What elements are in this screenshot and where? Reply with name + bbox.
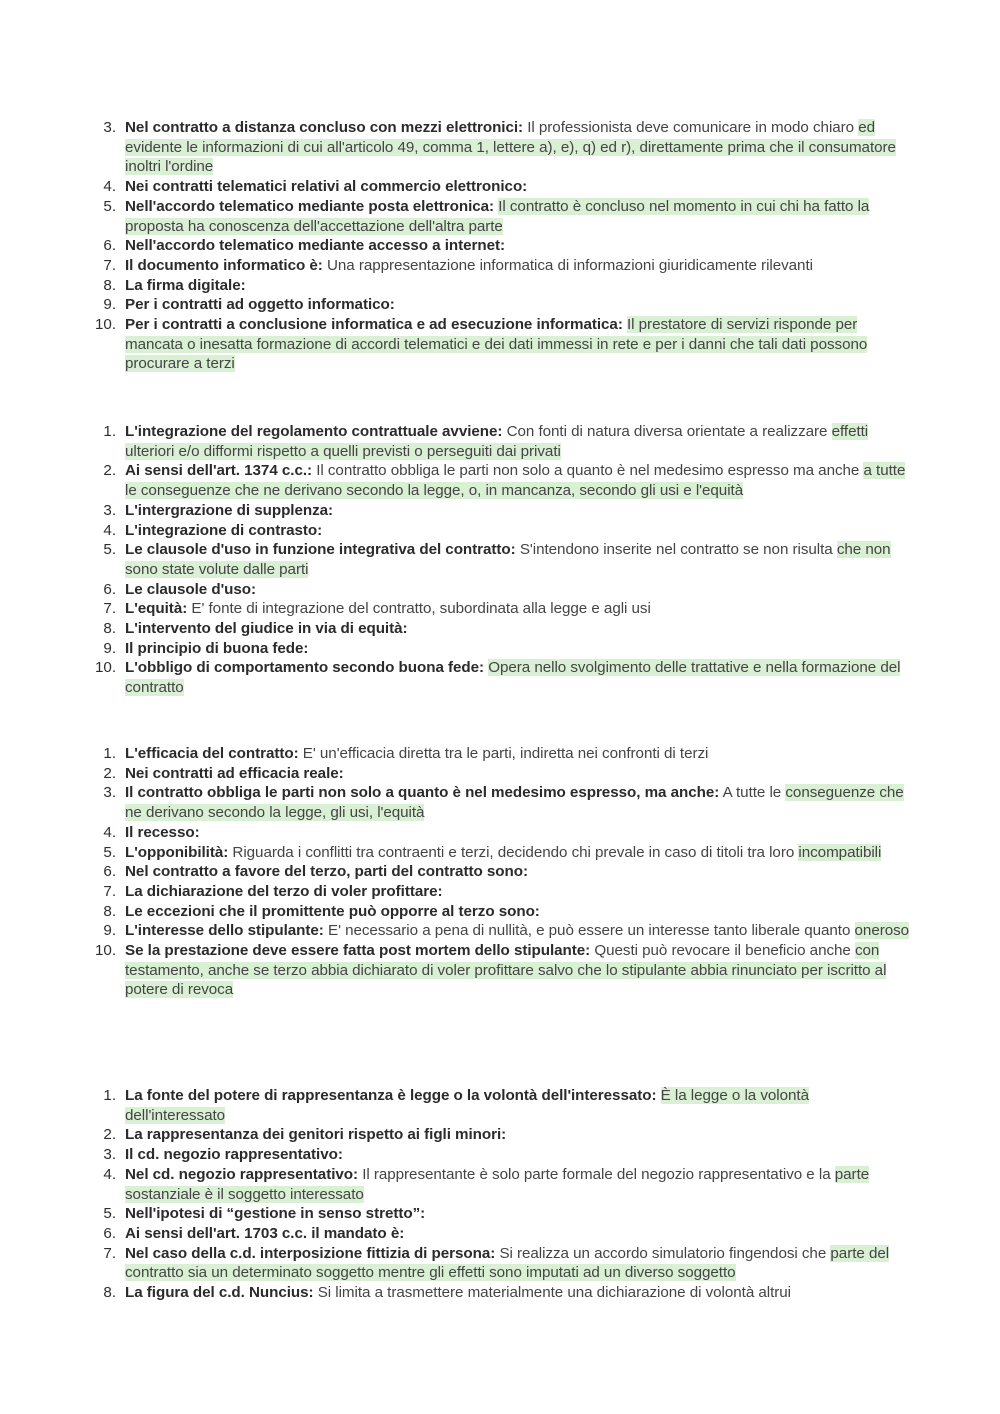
highlighted-answer: ed evidente le informazioni di cui all'articolo 49, comma 1, lettere a), e), q) ed r), direttamente prima che il consumatore inoltri l'ordine <box>125 119 896 176</box>
item-number: 8. <box>103 1284 116 1302</box>
question-text: Nel contratto a favore del terzo, parti del contratto sono: <box>125 863 528 881</box>
list-item <box>90 236 910 256</box>
item-number: 9. <box>103 639 116 657</box>
item-number: 3. <box>103 1146 116 1164</box>
answer-text: Si limita a trasmettere materialmente una dichiarazione di volontà altrui <box>317 1284 791 1302</box>
list-item <box>90 1125 910 1145</box>
item-number: 1. <box>103 745 116 762</box>
item-number: 2. <box>103 764 116 782</box>
question-text: Le clausole d'uso: <box>125 580 256 598</box>
item-number: 6. <box>103 580 116 598</box>
list-item <box>90 1204 910 1224</box>
question-text: Nel cd. negozio rappresentativo: <box>125 1165 359 1183</box>
highlighted-answer: che non sono state volute dalle parti <box>125 541 891 578</box>
answer-text: E' un'efficacia diretta tra le parti, indiretta nei confronti di terzi <box>302 745 709 762</box>
item-number: 3. <box>103 119 116 136</box>
question-text: Il contratto obbliga le parti non solo a quanto è nel medesimo espresso, ma anche: <box>125 784 720 802</box>
highlighted-answer: È la legge o la volontà dell'interessato <box>125 1087 809 1124</box>
item-number: 1. <box>103 1087 116 1104</box>
highlighted-answer: oneroso <box>854 922 910 940</box>
answer-text: Una rappresentazione informatica di informazioni giuridicamente rilevanti <box>326 256 813 274</box>
list-item <box>90 619 910 639</box>
item-number: 4. <box>103 178 116 196</box>
question-text: Nei contratti telematici relativi al commercio elettronico: <box>125 178 528 196</box>
list-item <box>90 422 910 461</box>
item-number: 6. <box>103 237 116 255</box>
list-item <box>90 882 910 902</box>
answer-text: Il contratto obbliga le parti non solo a quanto è nel medesimo espresso ma anche <box>316 462 860 480</box>
list-item <box>90 599 910 619</box>
list-item <box>90 1165 910 1204</box>
item-number: 7. <box>103 600 116 618</box>
answer-text: A tutte le <box>722 784 782 802</box>
question-text: L'interesse dello stipulante: <box>125 922 324 940</box>
question-text: La firma digitale: <box>125 276 246 294</box>
item-number: 5. <box>103 843 116 861</box>
item-number: 5. <box>103 1205 116 1223</box>
highlighted-answer: conseguenze che ne derivano secondo la legge, gli usi, l'equità <box>125 784 904 822</box>
item-number: 4. <box>103 521 116 539</box>
question-text: Nel caso della c.d. interposizione fittizia di persona: <box>125 1244 496 1262</box>
question-text: L'opponibilità: <box>125 843 229 861</box>
item-number: 8. <box>103 620 116 638</box>
item-number: 9. <box>103 922 116 940</box>
question-text: Nell'accordo telematico mediante accesso a internet: <box>125 237 505 255</box>
item-number: 10. <box>95 942 116 960</box>
question-text: Ai sensi dell'art. 1703 c.c. il mandato è: <box>125 1224 405 1242</box>
question-text: Ai sensi dell'art. 1374 c.c.: <box>125 462 313 480</box>
highlighted-answer: parte sostanziale è il soggetto interessato <box>125 1165 870 1203</box>
item-number: 6. <box>103 863 116 881</box>
question-text: La dichiarazione del terzo di voler profittare: <box>125 882 443 900</box>
list-item <box>90 744 910 764</box>
item-number: 5. <box>103 541 116 559</box>
list-item <box>90 862 910 882</box>
list-item <box>90 295 910 315</box>
question-text: Il cd. negozio rappresentativo: <box>125 1146 343 1164</box>
list-item <box>90 521 910 541</box>
question-text: Se la prestazione deve essere fatta post mortem dello stipulante: <box>125 942 591 960</box>
item-number: 3. <box>103 501 116 519</box>
list-item <box>90 843 910 863</box>
list-item <box>90 118 910 177</box>
highlighted-answer: effetti ulteriori e/o difformi rispetto a quelli previsti o perseguiti dai privati <box>125 423 869 460</box>
list-item <box>90 580 910 600</box>
item-number: 4. <box>103 1165 116 1183</box>
list-item <box>90 256 910 276</box>
item-number: 7. <box>103 882 116 900</box>
list-item <box>90 1086 910 1125</box>
answer-text: Riguarda i conflitti tra contraenti e terzi, decidendo chi prevale in caso di titoli tra loro <box>232 843 795 861</box>
question-text: L'intergrazione di supplenza: <box>125 501 334 519</box>
item-number: 9. <box>103 296 116 314</box>
question-list-informatic-contracts <box>90 118 910 374</box>
list-item <box>90 1283 910 1303</box>
answer-text: E' fonte di integrazione del contratto, subordinata alla legge e agli usi <box>191 600 651 618</box>
item-number: 6. <box>103 1224 116 1242</box>
question-text: L'integrazione di contrasto: <box>125 521 323 539</box>
highlighted-answer: parte del contratto sia un determinato soggetto mentre gli effetti sono imputati ad un diverso soggetto <box>125 1244 890 1282</box>
list-item <box>90 276 910 296</box>
highlighted-answer: Opera nello svolgimento delle trattative e nella formazione del contratto <box>125 659 901 697</box>
item-number: 8. <box>103 902 116 920</box>
question-text: Per i contratti ad oggetto informatico: <box>125 296 395 314</box>
highlighted-answer: con testamento, anche se terzo abbia dichiarato di voler profittare salvo che lo stipulante abbia rinunciato per iscritto al potere di revoca <box>125 942 887 999</box>
question-text: Nell'ipotesi di “gestione in senso stretto”: <box>125 1205 426 1223</box>
question-text: L'equità: <box>125 600 188 618</box>
list-item <box>90 783 910 822</box>
list-item <box>90 1224 910 1244</box>
item-number: 7. <box>103 1244 116 1262</box>
answer-text: Si realizza un accordo simulatorio fingendosi che <box>499 1244 827 1262</box>
answer-text: Il professionista deve comunicare in modo chiaro <box>527 119 855 136</box>
item-number: 8. <box>103 276 116 294</box>
list-item <box>90 501 910 521</box>
list-item <box>90 1145 910 1165</box>
list-item <box>90 941 910 1000</box>
highlighted-answer: incompatibili <box>798 843 882 861</box>
list-item <box>90 540 910 579</box>
item-number: 1. <box>103 423 116 440</box>
item-number: 7. <box>103 256 116 274</box>
question-text: Le clausole d'uso in funzione integrativa del contratto: <box>125 541 516 559</box>
list-item <box>90 902 910 922</box>
answer-text: E' necessario a pena di nullità, e può essere un interesse tanto liberale quanto <box>327 922 851 940</box>
list-item <box>90 764 910 784</box>
question-text: L'integrazione del regolamento contrattuale avviene: <box>125 423 503 440</box>
question-text: La fonte del potere di rappresentanza è legge o la volontà dell'interessato: <box>125 1087 657 1104</box>
answer-text: Questi può revocare il beneficio anche <box>594 942 851 960</box>
question-text: L'efficacia del contratto: <box>125 745 299 762</box>
item-number: 10. <box>95 316 116 334</box>
highlighted-answer: a tutte le conseguenze che ne derivano secondo la legge, o, in mancanza, secondo gli usi e l'equità <box>125 462 906 500</box>
list-item <box>90 658 910 697</box>
question-text: Nell'accordo telematico mediante posta elettronica: <box>125 197 495 215</box>
answer-text: S'intendono inserite nel contratto se non risulta <box>519 541 833 559</box>
highlighted-answer: Il prestatore di servizi risponde per mancata o inesatta formazione di accordi telematici e dei dati immessi in rete e per i danni che tali dati possono procurare a terzi <box>125 316 868 373</box>
question-text: La rappresentanza dei genitori rispetto ai figli minori: <box>125 1126 507 1144</box>
item-number: 5. <box>103 197 116 215</box>
item-number: 3. <box>103 784 116 802</box>
question-list-representation <box>90 1086 910 1303</box>
item-number: 4. <box>103 823 116 841</box>
question-text: Il documento informatico è: <box>125 256 323 274</box>
list-item <box>90 823 910 843</box>
answer-text: Con fonti di natura diversa orientate a realizzare <box>506 423 828 440</box>
question-text: Le eccezioni che il promittente può opporre al terzo sono: <box>125 902 540 920</box>
question-text: Nel contratto a distanza concluso con mezzi elettronici: <box>125 119 524 136</box>
answer-text: Il rappresentante è solo parte formale del negozio rappresentativo e la <box>362 1165 831 1183</box>
question-list-contract-efficacy <box>90 744 910 1000</box>
question-text: Nei contratti ad efficacia reale: <box>125 764 344 782</box>
question-text: Per i contratti a conclusione informatica e ad esecuzione informatica: <box>125 316 623 334</box>
item-number: 2. <box>103 462 116 480</box>
question-text: Il principio di buona fede: <box>125 639 309 657</box>
list-item <box>90 197 910 236</box>
list-item <box>90 315 910 374</box>
highlighted-answer: Il contratto è concluso nel momento in cui chi ha fatto la proposta ha conoscenza dell'accettazione dell'altra parte <box>125 197 870 235</box>
item-number: 10. <box>95 659 116 677</box>
question-text: L'obbligo di comportamento secondo buona fede: <box>125 659 485 677</box>
question-list-contract-integration <box>90 422 910 698</box>
list-item <box>90 921 910 941</box>
list-item <box>90 177 910 197</box>
item-number: 2. <box>103 1126 116 1144</box>
question-text: Il recesso: <box>125 823 200 841</box>
list-item <box>90 1244 910 1283</box>
question-text: La figura del c.d. Nuncius: <box>125 1284 314 1302</box>
list-item <box>90 461 910 500</box>
list-item <box>90 639 910 659</box>
question-text: L'intervento del giudice in via di equità: <box>125 620 408 638</box>
